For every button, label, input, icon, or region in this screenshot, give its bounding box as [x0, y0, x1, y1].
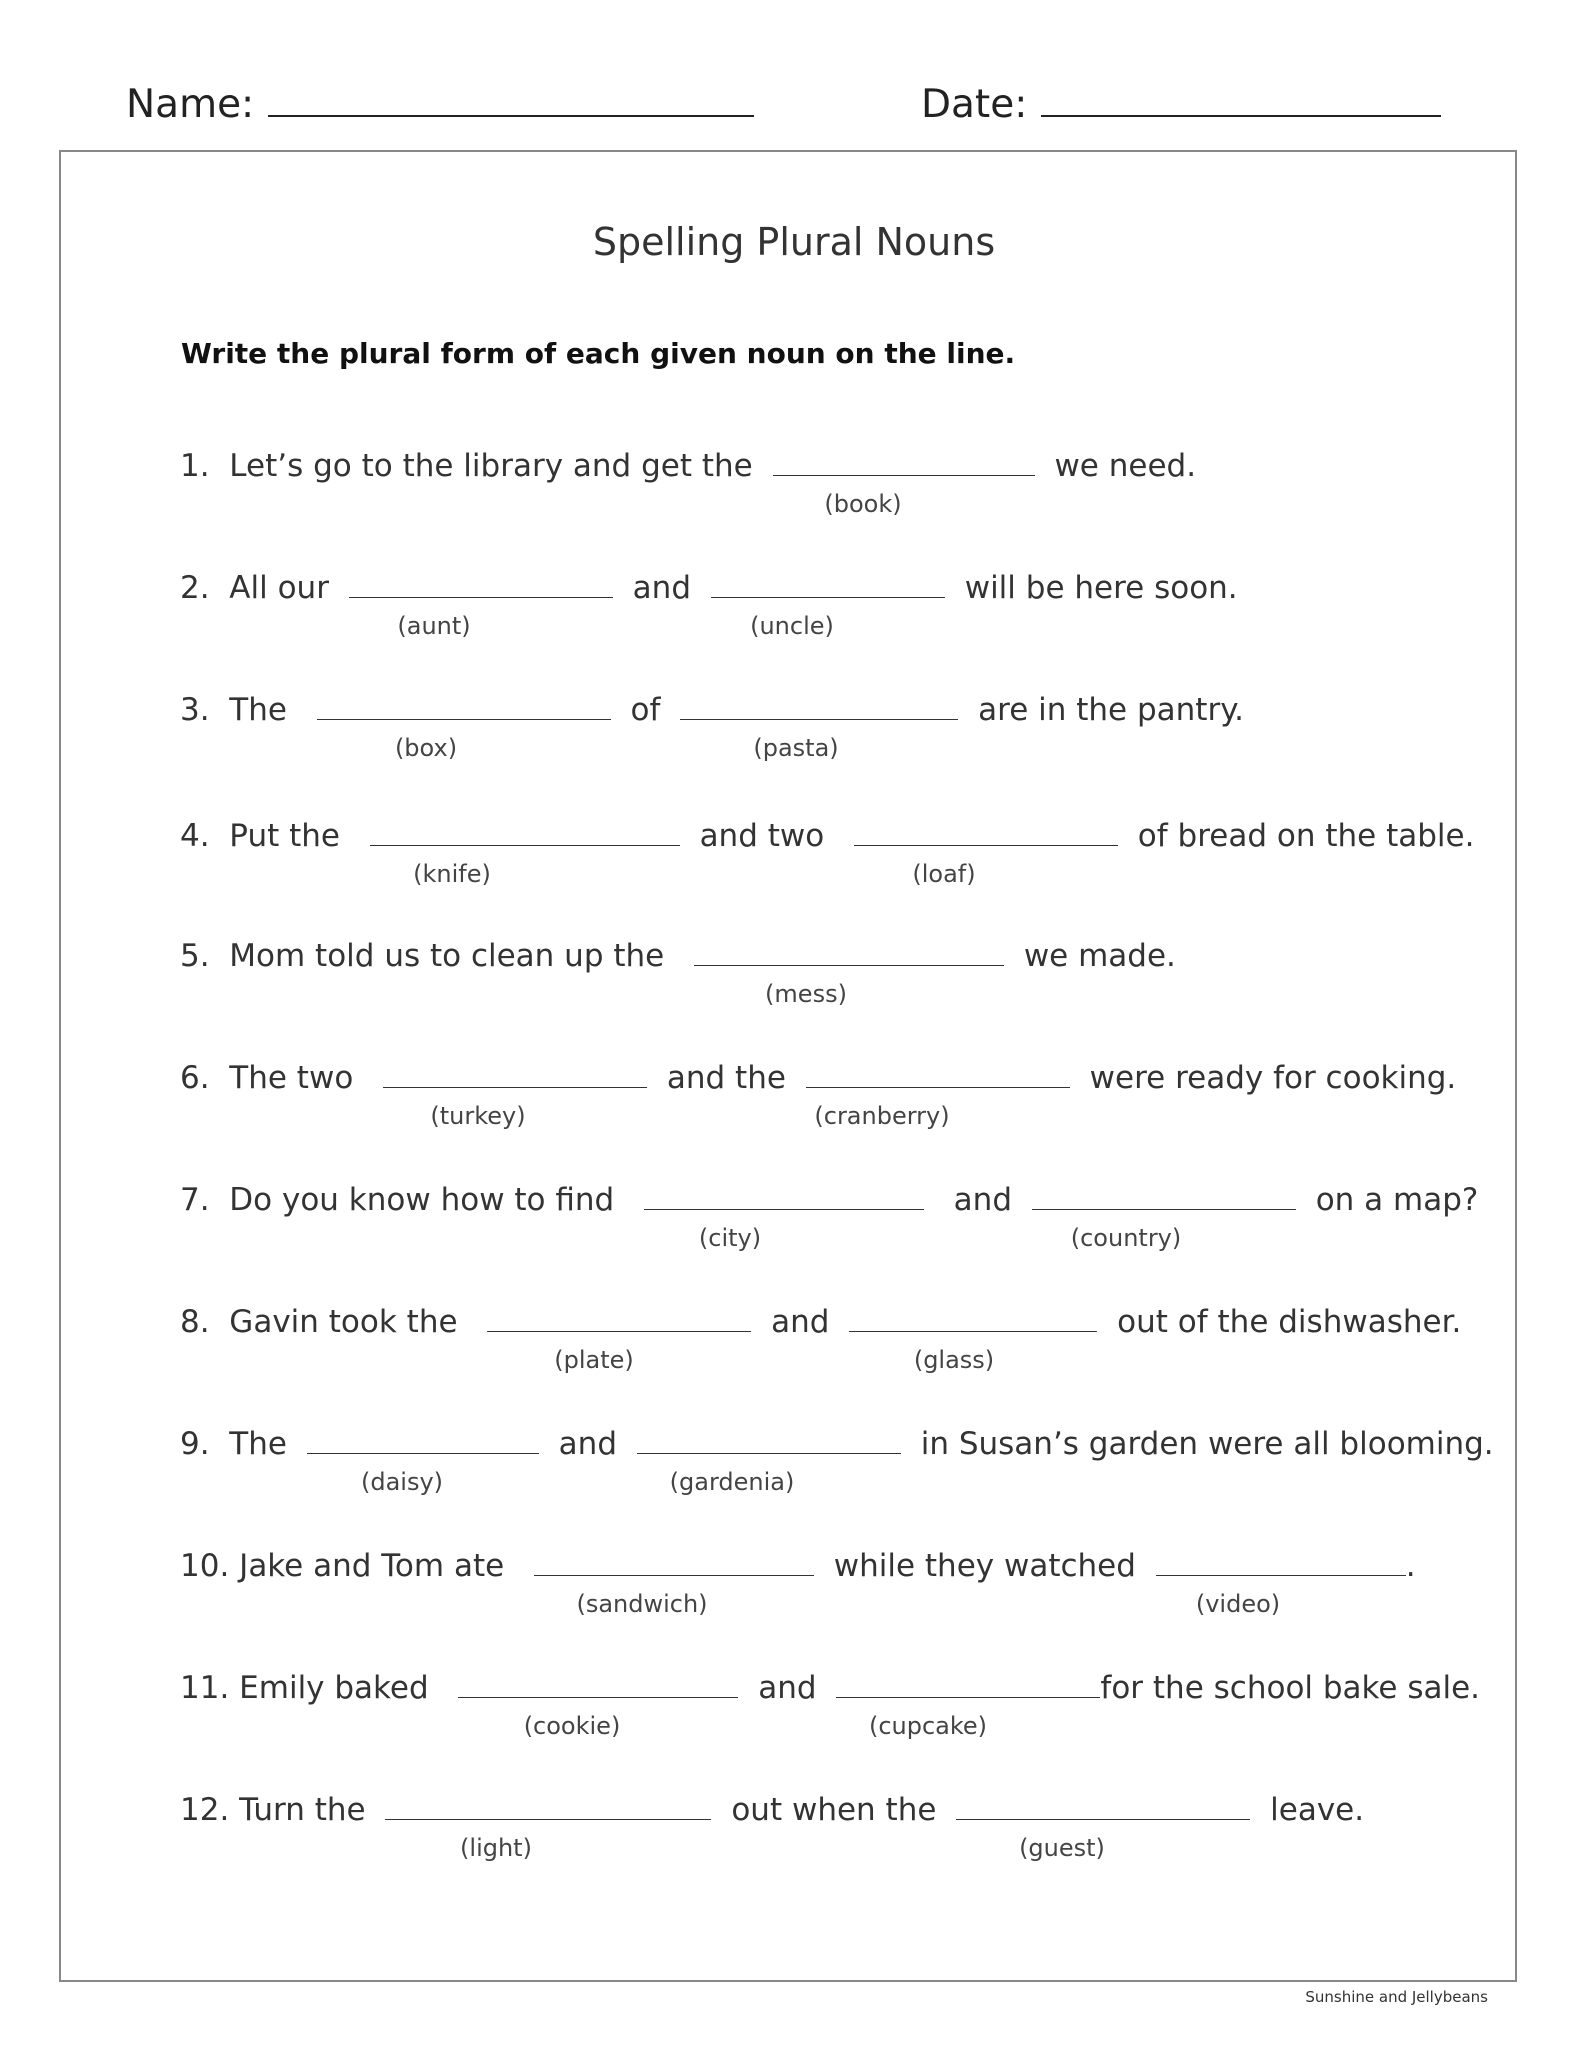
question-5 — [180, 934, 1450, 1014]
hint-noun: (gardenia) — [669, 1468, 795, 1496]
answer-blank[interactable] — [349, 567, 613, 598]
answer-blank[interactable] — [307, 1423, 539, 1454]
question-text: Put the — [229, 818, 340, 854]
answer-blank[interactable] — [385, 1789, 711, 1820]
hint-noun: (mess) — [765, 980, 847, 1008]
hint-noun: (video) — [1195, 1590, 1281, 1618]
name-field[interactable] — [126, 82, 754, 127]
question-text: Turn the — [239, 1792, 366, 1828]
hint-noun: (glass) — [913, 1346, 995, 1374]
hint-noun: (uncle) — [750, 612, 834, 640]
question-text: in Susan’s garden were all blooming. — [920, 1426, 1494, 1462]
question-text: will be here soon. — [964, 570, 1238, 606]
hint-noun: (loaf) — [912, 860, 976, 888]
question-number: 10. — [180, 1548, 230, 1584]
question-text: for the school bake sale. — [1100, 1670, 1481, 1706]
hint-noun: (aunt) — [397, 612, 471, 640]
question-8 — [180, 1300, 1462, 1380]
question-number: 5. — [180, 938, 210, 974]
question-text: Emily baked — [239, 1670, 429, 1706]
question-text: The — [229, 1426, 287, 1462]
question-number: 1. — [180, 448, 210, 484]
answer-blank[interactable] — [849, 1301, 1097, 1332]
answer-blank[interactable] — [836, 1667, 1100, 1698]
question-text: we made. — [1023, 938, 1176, 974]
answer-blank[interactable] — [711, 567, 945, 598]
question-12 — [180, 1788, 1450, 1868]
hint-noun: (daisy) — [360, 1468, 444, 1496]
name-line[interactable] — [268, 109, 754, 117]
question-number: 11. — [180, 1670, 230, 1706]
question-text: and the — [666, 1060, 786, 1096]
answer-blank[interactable] — [854, 815, 1118, 846]
hint-noun: (light) — [460, 1834, 532, 1862]
question-1 — [180, 444, 1450, 524]
instructions: Write the plural form of each given noun on the line. — [181, 337, 1016, 370]
question-text: on a map? — [1315, 1182, 1479, 1218]
date-line[interactable] — [1041, 109, 1441, 117]
hint-noun: (plate) — [554, 1346, 634, 1374]
question-text: while they watched — [833, 1548, 1136, 1584]
question-text: Let’s go to the library and get the — [229, 448, 753, 484]
question-2 — [180, 566, 1450, 646]
question-number: 12. — [180, 1792, 230, 1828]
answer-blank[interactable] — [694, 935, 1004, 966]
hint-noun: (knife) — [413, 860, 491, 888]
question-text: we need. — [1054, 448, 1197, 484]
question-text: Mom told us to clean up the — [229, 938, 665, 974]
hint-noun: (box) — [394, 734, 458, 762]
question-text: and — [558, 1426, 617, 1462]
question-text: of — [630, 692, 661, 728]
hint-noun: (pasta) — [753, 734, 839, 762]
question-text: Do you know how to find — [229, 1182, 615, 1218]
answer-blank[interactable] — [1156, 1545, 1406, 1576]
question-number: 8. — [180, 1304, 210, 1340]
question-text: Jake and Tom ate — [239, 1548, 505, 1584]
hint-noun: (country) — [1070, 1224, 1182, 1252]
question-9 — [180, 1422, 1494, 1502]
question-text: Gavin took the — [229, 1304, 458, 1340]
question-text: were ready for cooking. — [1089, 1060, 1457, 1096]
question-number: 4. — [180, 818, 210, 854]
hint-noun: (guest) — [1019, 1834, 1105, 1862]
answer-blank[interactable] — [806, 1057, 1070, 1088]
hint-noun: (cupcake) — [868, 1712, 988, 1740]
answer-blank[interactable] — [458, 1667, 738, 1698]
question-text: and — [632, 570, 691, 606]
question-text: and two — [699, 818, 825, 854]
question-text: leave. — [1270, 1792, 1365, 1828]
question-7 — [180, 1178, 1479, 1258]
date-field[interactable] — [921, 82, 1441, 127]
question-4 — [180, 814, 1475, 894]
question-10 — [180, 1544, 1450, 1624]
question-number: 7. — [180, 1182, 210, 1218]
question-11 — [180, 1666, 1481, 1746]
hint-noun: (turkey) — [430, 1102, 526, 1130]
question-text: out of the dishwasher. — [1117, 1304, 1462, 1340]
question-text: The two — [229, 1060, 354, 1096]
question-text: All our — [229, 570, 329, 606]
answer-blank[interactable] — [370, 815, 680, 846]
answer-blank[interactable] — [383, 1057, 647, 1088]
question-6 — [180, 1056, 1457, 1136]
answer-blank[interactable] — [773, 445, 1035, 476]
worksheet-title: Spelling Plural Nouns — [592, 220, 996, 264]
answer-blank[interactable] — [1032, 1179, 1296, 1210]
question-text: are in the pantry. — [978, 692, 1244, 728]
hint-noun: (city) — [698, 1224, 762, 1252]
question-number: 3. — [180, 692, 210, 728]
question-number: 2. — [180, 570, 210, 606]
hint-noun: (cranberry) — [814, 1102, 950, 1130]
question-number: 6. — [180, 1060, 210, 1096]
question-text: and — [771, 1304, 830, 1340]
question-text: and — [758, 1670, 817, 1706]
answer-blank[interactable] — [487, 1301, 751, 1332]
question-3 — [180, 688, 1450, 768]
answer-blank[interactable] — [680, 689, 958, 720]
name-label: Name: — [126, 82, 255, 127]
question-text: of bread on the table. — [1137, 818, 1475, 854]
answer-blank[interactable] — [637, 1423, 901, 1454]
answer-blank[interactable] — [534, 1545, 814, 1576]
footer-credit: Sunshine and Jellybeans — [1305, 1988, 1488, 2006]
question-number: 9. — [180, 1426, 210, 1462]
date-label: Date: — [921, 82, 1028, 127]
question-text: out when the — [731, 1792, 937, 1828]
hint-noun: (sandwich) — [576, 1590, 708, 1618]
answer-blank[interactable] — [317, 689, 611, 720]
question-text: . — [1405, 1548, 1416, 1584]
answer-blank[interactable] — [644, 1179, 924, 1210]
question-text: The — [229, 692, 287, 728]
hint-noun: (cookie) — [523, 1712, 621, 1740]
answer-blank[interactable] — [956, 1789, 1250, 1820]
question-text: and — [953, 1182, 1012, 1218]
hint-noun: (book) — [824, 490, 902, 518]
